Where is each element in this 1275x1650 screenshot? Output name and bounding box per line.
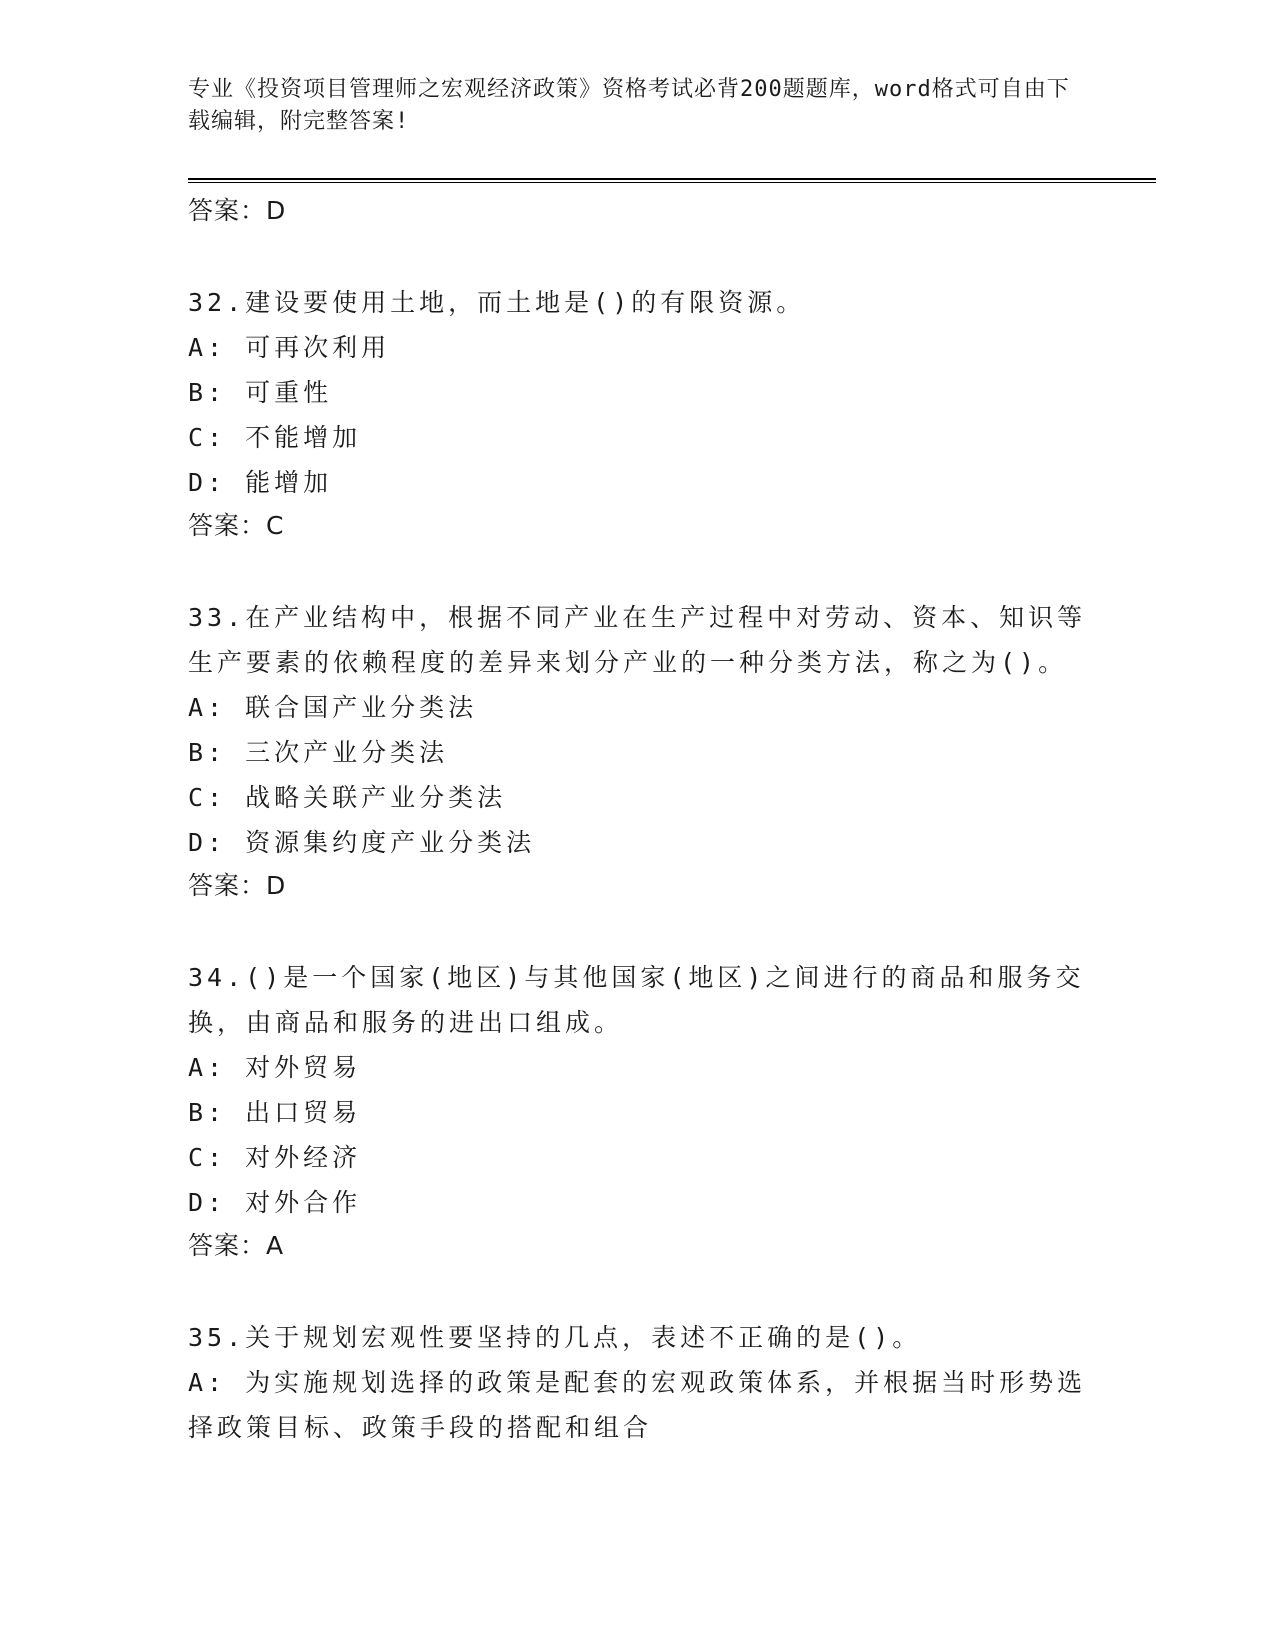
spacer (188, 907, 1088, 955)
question-32 (188, 280, 1088, 547)
option-d: D: 对外合作 (188, 1188, 362, 1217)
option-d: D: 资源集约度产业分类法 (188, 828, 536, 857)
option-c: C: 战略关联产业分类法 (188, 783, 507, 812)
question-stem: 34.()是一个国家(地区)与其他国家(地区)之间进行的商品和服务交换，由商品和服务的进出口组成。 (188, 963, 1085, 1037)
option-a: A: 对外贸易 (188, 1053, 362, 1082)
answer-previous: 答案：D (188, 196, 287, 225)
document-header: 专业《投资项目管理师之宏观经济政策》资格考试必背200题题库，word格式可自由下载编辑，附完整答案! (188, 77, 1070, 134)
spacer (188, 232, 1088, 280)
option-a: A: 为实施规划选择的政策是配套的宏观政策体系，并根据当时形势选择政策目标、政策手段的搭配和组合 (188, 1368, 1087, 1442)
option-a: A: 可再次利用 (188, 333, 391, 362)
header-divider (188, 178, 1156, 183)
question-35 (188, 1315, 1088, 1450)
option-b: B: 出口贸易 (188, 1098, 362, 1127)
spacer (188, 547, 1088, 595)
option-c: C: 对外经济 (188, 1143, 362, 1172)
question-stem: 32.建设要使用土地，而土地是()的有限资源。 (188, 288, 806, 317)
option-a: A: 联合国产业分类法 (188, 693, 478, 722)
option-d: D: 能增加 (188, 468, 333, 497)
question-33 (188, 595, 1088, 907)
question-stem: 35.关于规划宏观性要坚持的几点，表述不正确的是()。 (188, 1323, 922, 1352)
answer-33: 答案：D (188, 871, 287, 900)
answer-32: 答案：C (188, 511, 285, 540)
option-b: B: 可重性 (188, 378, 333, 407)
spacer (188, 1267, 1088, 1315)
question-list (188, 190, 1088, 1450)
answer-34: 答案：A (188, 1231, 285, 1260)
option-b: B: 三次产业分类法 (188, 738, 449, 767)
option-c: C: 不能增加 (188, 423, 362, 452)
question-34 (188, 955, 1088, 1267)
question-stem: 33.在产业结构中，根据不同产业在生产过程中对劳动、资本、知识等生产要素的依赖程度的差异来划分产业的一种分类方法，称之为()。 (188, 603, 1087, 677)
